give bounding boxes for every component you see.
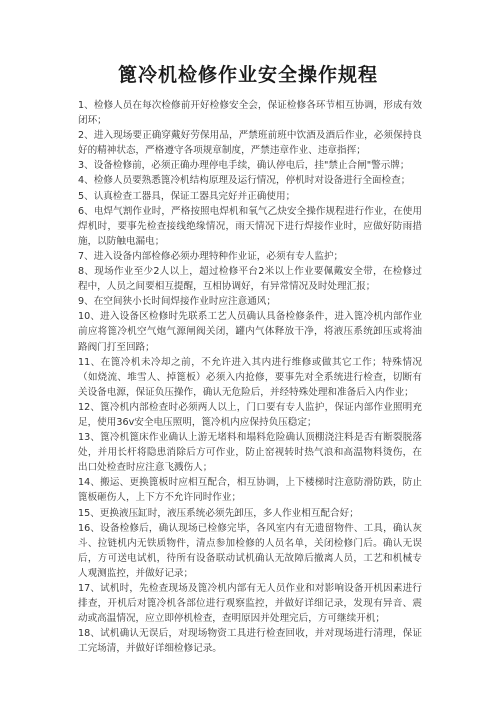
regulation-item: 16、设备检修后，确认现场已检修完毕，各风室内有无遗留物件、工具，确认灰斗、拉链机内无铁质物件，清点参加检修的人员名单，关闭检修门后。确认无误后，方可送电试机，待所有设备联动试机确认无故障后撤离人员，工艺和机械专人观测监控，并做好记录； [78,522,422,579]
regulation-item: 11、在篦冷机未冷却之前，不允许进入其内进行维修或做其它工作；特殊情况（如烧流、堆雪人、掉篦板）必须入内抢修，要事先对全系统进行检查，切断有关设备电源，保证负压操作，确认无危险后，并经特殊处理和准备后入内作业； [78,356,422,398]
regulation-item: 1、检修人员在每次检修前开好检修安全会，保证检修各环节相互协调，形成有效闭环； [78,100,422,127]
regulation-item: 7、进入设备内部检修必须办理特种作业证，必须有专人监护； [78,250,344,262]
regulation-item: 17、试机时，先检查现场及篦冷机内部有无人员作业和对影响设备开机因素进行排查，开机后对篦冷机各部位进行观察监控，并做好详细记录，发现有异音、震动或高温情况，应立即停机检查，查明原因并处理完后，方可继续开机； [78,583,422,625]
regulation-item: 5、认真检查工器具，保证工器具完好并正确使用； [78,190,296,202]
regulation-item: 10、进入设备区检修时先联系工艺人员确认具备检修条件，进入篦冷机内部作业前应将篦冷机空气炮气源闸阀关闭，罐内气体释放干净，将液压系统卸压或将油路阀门打至回路； [78,311,422,353]
regulation-item: 15、更换液压缸时，液压系统必须先卸压，多人作业相互配合好； [78,507,359,519]
regulation-item: 4、检修人员要熟悉篦冷机结构原理及运行情况，停机时对设备进行全面检查； [78,175,411,187]
regulation-list [78,98,422,656]
regulation-item: 2、进入现场要正确穿戴好劳保用品，严禁班前班中饮酒及酒后作业，必须保持良好的精神状态，严格遵守各项规章制度，严禁违章作业、违章指挥； [78,130,422,157]
regulation-item: 18、试机确认无误后，对现场物资工具进行检查回收，并对现场进行清理，保证工完场清，并做好详细检修记录。 [78,628,422,655]
regulation-item: 6、电焊气割作业时，严格按照电焊机和氧气乙炔安全操作规程进行作业，在使用焊机时，要事先检查接线绝缘情况，雨天情况下进行焊接作业时，应做好防雨措施，以防触电漏电； [78,205,422,247]
regulation-item: 9、在空间狭小长时间焊接作业时应注意通风； [78,296,276,308]
regulation-item: 14、搬运、更换篦板时应相互配合，相互协调，上下楼梯时注意防滑防跌，防止篦板砸伤人，上下方不允许同时作业； [78,477,422,504]
document-title: 篦冷机检修作业安全操作规程 [117,64,378,86]
regulation-item: 8、现场作业至少2人以上，超过检修平台2米以上作业要佩戴安全带，在检修过程中，人员之间要相互提醒，互相协调好，有异常情况及时处理汇报； [78,266,422,293]
regulation-item: 3、设备检修前，必须正确办理停电手续，确认停电后，挂"禁止合闸"警示牌； [78,160,410,172]
regulation-item: 12、篦冷机内部检查时必须两人以上，门口要有专人监护，保证内部作业照明充足，使用36v安全电压照明，篦冷机内应保持负压稳定； [78,401,422,428]
regulation-item: 13、篦冷机篦床作业确认上游无堵料和塌料危险确认顶棚浇注料是否有断裂脱落处，并用长杆将隐患消除后方可作业，防止窑视转时热气浪和高温物料烫伤，在出口处检查时应注意飞溅伤人； [78,432,422,474]
